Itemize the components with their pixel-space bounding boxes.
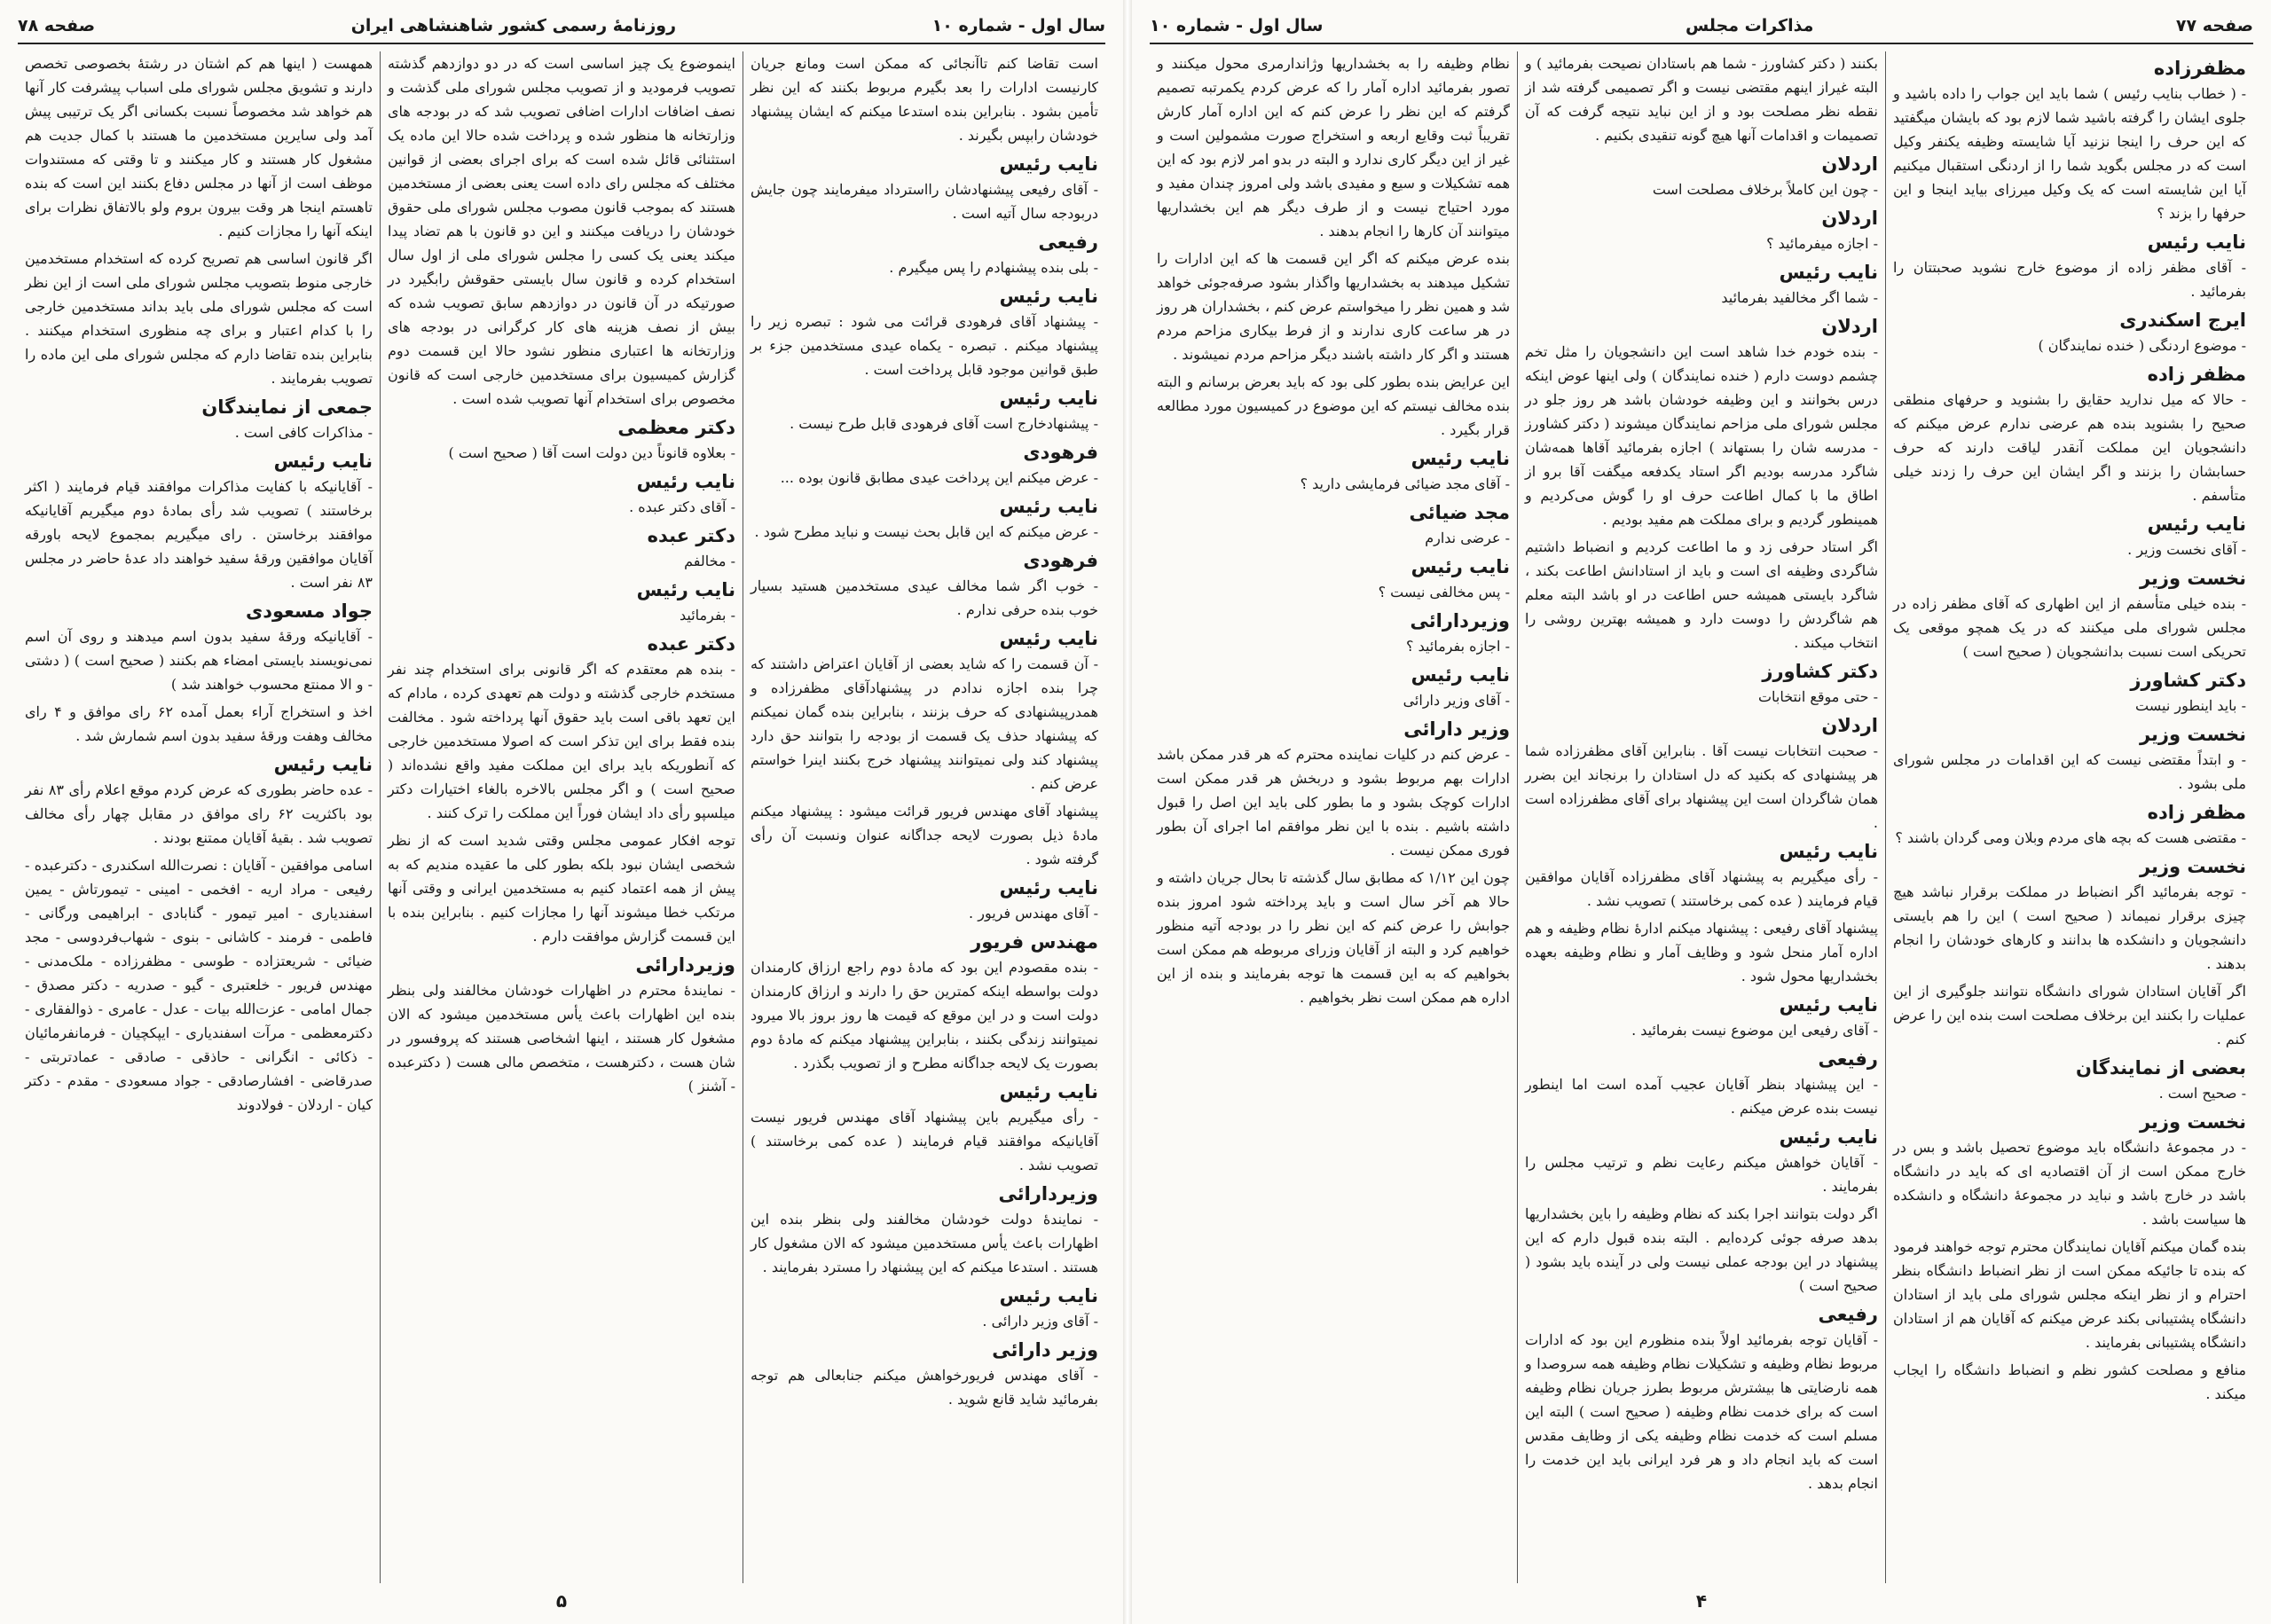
article-paragraph	[1157, 370, 1510, 442]
paragraph-text: - موضوع اردنگی ( خنده نمایندگان )	[2038, 337, 2246, 354]
paragraph-text: چون این ۱/۱۲ که مطابق سال گذشته تا بحال جریان داشته و حالا هم آخر سال است و باید پرداخته شود امروز بنده جوابش را عرض کنم که این نظر را در بودجه آتیه منظور خواهیم کرد و البته از آقایان وزرای مربوطه هم ممکن است بخواهیم که به این قسمت ها توجه بفرمایند و بنده از این اداره هم ممکن است نظر بخواهیم .	[1157, 869, 1511, 1006]
left-page	[0, 0, 1123, 1624]
speaker-name: وزیر دارائی	[1403, 718, 1510, 740]
paragraph-text: - ( خطاب بنایب رئیس ) شما باید این جواب را داده باشید و جلوی ایشان را گرفته باشید شما لازم بود که بایشان میگفتید که این حرف را اینجا نزنید آیا شایسته وظیفه یکنفر وکیل است که در مجلس بگوید شما را از اردنگی استقبال میکنیم آیا این شایسته است که یک وکیل میرزای بیاید اینجا و این حرفها را بزند ؟	[1893, 85, 2246, 222]
paragraph-text: - حتی موقع انتخابات	[1757, 688, 1878, 705]
article-paragraph	[1893, 721, 2246, 796]
article-paragraph	[750, 929, 1098, 1075]
article-paragraph	[750, 1079, 1098, 1177]
article-paragraph	[388, 414, 735, 465]
article-paragraph	[1893, 55, 2246, 225]
paragraph-text: اگر دولت بتوانند اجرا بکند که نظام وظیفه را باین بخشداریها بدهد صرفه جوئی کرده‌ایم . البته بنده قبول دارم که این پیشنهاد در این بودجه عملی نیست ولی در آینده باید بشود ( صحیح است )	[1525, 1205, 1878, 1294]
paragraph-text: - مذاکرات کافی است .	[234, 424, 373, 441]
article-paragraph	[1893, 1235, 2246, 1354]
right-page-number: صفحه ۷۷	[2175, 16, 2253, 35]
paragraph-text: - شما اگر مخالفید بفرمائید	[1721, 289, 1878, 306]
paragraph-text: - عده حاضر بطوری که عرض کردم موقع اعلام رأی ۸۳ نفر بود باکثریت ۶۲ رای موافق در مقابل چهار رأی مخالف تصویب شد . بقیهٔ آقایان ممتنع بودند .	[25, 781, 373, 846]
speaker-name: وزیردارائی	[635, 954, 735, 976]
article-paragraph	[750, 439, 1098, 490]
paragraph-text: - صحبت انتخابات نیست آقا . بنابراین آقای مظفرزاده شما هر پیشنهادی که بکنید که دل استادان را برنجاند این بضرر همان شاگردان است این پیشنهاد برای آقای مظفرزاده است .	[1525, 742, 1878, 831]
speaker-name: نایب رئیس	[999, 388, 1098, 409]
article-paragraph	[750, 51, 1098, 147]
left-header-rule	[18, 43, 1105, 44]
article-paragraph	[1525, 1124, 1878, 1198]
speaker-name: مظفر زاده	[2147, 364, 2246, 385]
paragraph-text: - رأی میگیریم باین پیشنهاد آقای مهندس فریور نیست آقایانیکه موافقند قیام فرمایند ( عده کمی برخاستند ) تصویب نشد .	[750, 1109, 1098, 1173]
speaker-name: نایب رئیس	[2147, 231, 2246, 253]
article-paragraph	[1893, 979, 2246, 1051]
article-paragraph	[750, 493, 1098, 544]
speaker-name: ایرج اسکندری	[2119, 310, 2246, 331]
article-paragraph	[388, 577, 735, 627]
article-paragraph	[1157, 499, 1510, 550]
paragraph-text: - باید اینطور نیست	[2135, 697, 2246, 714]
paragraph-text: - پیشنهادخارج است آقای فرهودی قابل طرح نیست .	[790, 415, 1098, 432]
paragraph-text: - چون این کاملاً برخلاف مصلحت است	[1652, 181, 1878, 198]
speaker-name: نایب رئیس	[999, 286, 1098, 307]
speaker-name: اردلان	[1821, 153, 1878, 175]
paragraph-text: - بعلاوه قانوناً دین دولت است آقا ( صحیح است )	[448, 444, 735, 461]
speaker-name: نایب رئیس	[999, 1081, 1098, 1102]
left-page-number: صفحه ۷۸	[18, 16, 96, 35]
speaker-name: نایب رئیس	[1411, 448, 1510, 469]
speaker-name: نایب رئیس	[1411, 664, 1510, 686]
speaker-name: وزیر دارائی	[992, 1339, 1098, 1361]
paragraph-text: - در مجموعهٔ دانشگاه باید موضوع تحصیل باشد و بس در خارج ممکن است از آن اقتصادیه ای که باید در دانشگاه باشد در خارج باشد و نباید در مجموعهٔ دانشگاه و دانشکده ها سیاست باشد .	[1893, 1139, 2246, 1228]
article-paragraph	[1525, 51, 1878, 147]
article-paragraph	[1893, 853, 2246, 976]
speaker-name: وزیردارائی	[998, 1183, 1098, 1204]
paragraph-text: - بنده هم معتقدم که اگر قانونی برای استخدام چند نفر مستخدم خارجی گذشته و دولت هم تعهدی کرده ، مادام که این تعهد باقی است باید حقوق آنها پرداخته شود . مخالفت بنده فقط برای این تذکر است که اصولا مستخدمین خارجی که آنطوریکه باید برای این مملکت مفید واقع نشده‌اند ( صحیح است ) و اگر مجلس بالاخره بالغاء اختیارات دکتر میلسپو رأی داد ایشان فوراً این مملکت را ترک کنند .	[388, 661, 735, 821]
paragraph-text: - آقای رفیعی پیشنهادشان رااسترداد میفرمایند چون جایش دربودجه سال آتیه است .	[750, 181, 1098, 222]
article-paragraph	[1525, 205, 1878, 255]
speaker-name: نخست وزیر	[2139, 568, 2246, 589]
paragraph-text: - آقای مجد ضیائی فرمایشی دارید ؟	[1300, 475, 1510, 492]
article-paragraph	[388, 828, 735, 948]
article-paragraph	[1893, 229, 2246, 303]
article-paragraph	[1525, 838, 1878, 913]
paragraph-text: - بلی بنده پیشنهادم را پس میگیرم .	[889, 259, 1098, 276]
article-paragraph	[750, 229, 1098, 279]
speaker-name: بعضی از نمایندگان	[2075, 1057, 2246, 1079]
article-paragraph	[25, 51, 373, 243]
paragraph-text: - بفرمائید	[680, 607, 735, 624]
article-paragraph	[25, 598, 373, 696]
paragraph-text: بنده گمان میکنم آقایان نمایندگان محترم توجه خواهند فرمود که بنده تا جائیکه ممکن است از نظر انضباط دانشگاه بنظر احترام و از نظر اینکه مجلس شورای ملی باید از استادان دانشگاه پشتیبانی بکند عرض میکنم که آقایان هم از استادان دانشگاه پشتیبانی بفرمایند .	[1893, 1238, 2246, 1351]
left-column-2	[380, 51, 743, 1583]
paragraph-text: پیشنهاد آقای مهندس فریور قرائت میشود : پیشنهاد میکنم مادهٔ ذیل بصورت لایحه جداگانه عنوان ونسبت آن رأی گرفته شود .	[750, 803, 1098, 867]
paragraph-text: - خوب اگر شما مخالف عیدی مستخدمین هستید بسیار خوب بنده حرفی ندارم .	[750, 577, 1098, 618]
article-paragraph	[1525, 259, 1878, 310]
paragraph-text: - و ابتداً مقتضی نیست که این اقدامات در مجلس شورای ملی بشود .	[1893, 751, 2246, 792]
paragraph-text: - آقای مهندس فریورخواهش میکنم جنابعالی هم توجه بفرمائید شاید قانع شوید .	[750, 1367, 1098, 1408]
speaker-name: فرهودی	[1023, 442, 1098, 463]
paragraph-text: - عرض میکنم این پرداخت عیدی مطابق قانون بوده ...	[780, 469, 1098, 486]
article-paragraph	[1893, 1055, 2246, 1105]
speaker-name: مجد ضیائی	[1409, 502, 1510, 523]
article-paragraph	[388, 468, 735, 519]
paragraph-text: - آقای وزیر دارائی	[1403, 692, 1510, 709]
paragraph-text: - آقایانیکه با کفایت مذاکرات موافقند قیام فرمایند ( اکثر برخاستند ) تصویب شد رأی بمادهٔ دوم میگیریم آقایانیکه موافقند برخاستن . رای میگیریم بمجموع لایحه باورقه آقایان موافقین ورقهٔ سفید خواهند داد عدهٔ حاضر در مجلس ۸۳ نفر است .	[25, 478, 373, 591]
speaker-name: وزیردارائی	[1410, 610, 1510, 632]
book-gutter	[1123, 0, 1132, 1624]
paragraph-text: اگر استاد حرفی زد و ما اطاعت کردیم و انضباط داشتیم شاگردی وظیفه ای است و باید از استادانش اطاعت بکند ، شاگرد بایستی همیشه حس اطاعت در او باشد البته معلم هم شاگردش را دوست دارد و همیشه بهترین روشی را انتخاب میکند .	[1525, 538, 1878, 651]
speaker-name: دکتر عبده	[647, 633, 735, 655]
right-page-issue: سال اول - شماره ۱۰	[1150, 16, 1324, 35]
paragraph-text: - عرضی ندارم	[1425, 530, 1510, 546]
paragraph-text: اسامی موافقین - آقایان : نصرت‌الله اسکندری - دکترعبده - رفیعی - مراد اریه - افخمی - امینی - تیمورتاش - یمین اسفندیاری - امیر تیمور - گنابادی - ابراهیمی ورگانی - فاطمی - فرمند - کاشانی - بنوی - شهاب‌فردوسی - مجد ضیائی - شریعتزاده - طوسی - مظفرزاده - ملک‌مدنی - مهندس فریور - خلعتبری - گیو - صدریه - دکتر مصدق - جمال امامی - عزت‌الله بیات - عدل - عامری - ذوالفقاری - دکترمعظمی - مرآت اسفندیاری - ایپکچیان - فرمانفرمائیان - ذکائی - انگرانی - حاذقی - صادقی - عمادتربتی - صدرقاضی - افشارصادقی - جواد مسعودی - مقدم - دکتر کیان - اردلان - فولادوند	[25, 857, 373, 1113]
speaker-name: نایب رئیس	[636, 579, 735, 600]
article-paragraph	[1525, 658, 1878, 709]
article-paragraph	[1157, 866, 1510, 1009]
article-paragraph	[1157, 247, 1510, 366]
article-paragraph	[750, 1337, 1098, 1411]
article-paragraph	[1893, 1109, 2246, 1231]
right-column-1	[1885, 51, 2253, 1583]
article-paragraph	[1525, 712, 1878, 835]
paragraph-text: نظام وظیفه را به بخشداریها وژاندارمری محول میکنند و تصور بفرمائید اداره آمار را که عرض کردم یکمرتبه تصمیم گرفتم که این نظر را عرض کنم که این اداره آمار کارش تقریباً ثبت وقایع اربعه و استخراج صورت مشمولین است و غیر از این دیگر کاری ندارد و البته در بدو امر لازم بود که این همه تشکیلات و سیع و مفیدی باشد ولی امروز چندان مفید و مورد احتیاج نیست و از طرف دیگر هم این بخشداریها میتوانند آن کارها را انجام بدهند .	[1157, 55, 1510, 239]
speaker-name: نخست وزیر	[2139, 856, 2246, 877]
article-paragraph	[1157, 51, 1510, 243]
left-column-1	[743, 51, 1105, 1583]
article-paragraph	[1157, 445, 1510, 496]
paragraph-text: - آن قسمت را که شاید بعضی از آقایان اعتراض داشتند که چرا بنده اجازه ندادم در پیشنهادآقای مظفرزاده و همدرپیشنهادی که حرف بزنند ، بنابراین بنده گمان نمیکنم که پیشنهاد حذف یک قسمت از بودجه را بتوانند حق دارد پیشنهاد کند ولی نمیتوانند پیشنهاد خرج بکنند اینرا خواستم عرض کنم .	[750, 655, 1098, 792]
right-columns	[1150, 51, 2253, 1583]
speaker-name: اردلان	[1821, 715, 1878, 736]
article-paragraph	[25, 700, 373, 748]
paragraph-text: - توجه بفرمائید اگر انضباط در مملکت برقرار نباشد هیچ چیزی برقرار نمیماند ( صحیح است ) این را هم بایستی دانشجویان و دانشکده ها بدانند و کارهای خودشان را انجام بدهند .	[1893, 883, 2246, 972]
article-paragraph	[750, 875, 1098, 925]
speaker-name: دکتر کشاورز	[1762, 661, 1878, 682]
article-paragraph	[750, 151, 1098, 225]
speaker-name: مظفر زاده	[2147, 802, 2246, 823]
speaker-name: نایب رئیس	[1779, 262, 1878, 283]
article-paragraph	[1157, 553, 1510, 604]
speaker-name: نایب رئیس	[636, 471, 735, 492]
paragraph-text: - عرض کنم در کلیات نماینده محترم که هر قدر ممکن باشد ادارات بهم مربوط بشود و دربخش هر قدر ممکن است ادارات کوچک بشود و ما بطور کلی باید این اصل را قبول داشته باشیم . بنده با این نظر موافقم اما اجرای آن بطور فوری ممکن نیست .	[1157, 746, 1511, 859]
speaker-name: نایب رئیس	[999, 1285, 1098, 1306]
article-paragraph	[388, 631, 735, 825]
speaker-name: نایب رئیس	[273, 451, 373, 472]
speaker-name: نایب رئیس	[999, 496, 1098, 517]
paragraph-text: اخذ و استخراج آراء بعمل آمده ۶۲ رای موافق و ۴ رای مخالف وهفت ورقهٔ سفید بدون اسم شمارش شد .	[25, 703, 373, 744]
article-paragraph	[750, 547, 1098, 622]
article-paragraph	[1157, 662, 1510, 712]
speaker-name: رفیعی	[1818, 1304, 1878, 1325]
paragraph-text: - پیشنهاد آقای فرهودی قرائت می شود : تبصره زیر را پیشنهاد میکنم . تبصره - یکماه عیدی مستخدمین جزء بر طبق قوانین موجود قابل پرداخت است .	[750, 313, 1098, 378]
article-paragraph	[1893, 307, 2246, 357]
paragraph-text: منافع و مصلحت کشور نظم و انضباط دانشگاه را ایجاب میکند .	[1893, 1361, 2246, 1402]
article-paragraph	[25, 394, 373, 444]
speaker-name: نخست وزیر	[2139, 724, 2246, 745]
speaker-name: نایب رئیس	[1779, 1126, 1878, 1148]
speaker-name: مهندس فریور	[970, 931, 1098, 953]
paragraph-text: - عرض میکنم که این قابل بحث نیست و نباید مطرح شود .	[754, 523, 1098, 540]
right-page	[1132, 0, 2271, 1624]
article-paragraph	[1525, 1301, 1878, 1495]
article-paragraph	[388, 952, 735, 1098]
article-paragraph	[25, 853, 373, 1117]
speaker-name: نایب رئیس	[999, 153, 1098, 175]
article-paragraph	[750, 625, 1098, 796]
paragraph-text: - آقای مظفر زاده از موضوع خارج نشوید صحبتتان را بفرمائید .	[1893, 259, 2246, 300]
paragraph-text: بنده عرض میکنم که اگر این قسمت ها که این ادارات را تشکیل میدهند به بخشداریها واگذار بشود صرفه‌جوئی خواهد شد و همین نظر را میخواستم عرض کنم ، بخشداران هر روز در هر ساعت کاری ندارند و از فرط بیکاری مزاحم مردم هستند و اگر کار داشته باشند دیگر مزاحم مردم نمیشوند .	[1157, 250, 1510, 363]
article-paragraph	[388, 522, 735, 573]
left-page-folio: ۵	[555, 1590, 568, 1612]
left-page-issue: سال اول - شماره ۱۰	[931, 16, 1105, 35]
paragraph-text: - مقتضی هست که بچه های مردم وبلان ومی گردان باشند ؟	[1895, 829, 2246, 846]
right-column-2	[1517, 51, 1885, 1583]
paragraph-text: - آقایانیکه ورقهٔ سفید بدون اسم میدهند و روی آن اسم نمی‌نویسند بایستی امضاء هم بکنند ( صحیح است ) ( دشتی - و الا ممنتع محسوب خواهند شد )	[25, 628, 373, 693]
speaker-name: نایب رئیس	[999, 628, 1098, 649]
paragraph-text: - آقای نخست وزیر .	[2127, 541, 2246, 558]
article-paragraph	[1525, 1046, 1878, 1120]
speaker-name: مظفرزاده	[2153, 58, 2246, 79]
article-paragraph	[1893, 799, 2246, 850]
paragraph-text: اگر قانون اساسی هم تصریح کرده که استخدام مستخدمین خارجی منوط بتصویب مجلس شورای ملی است از این نظر است که مجلس شورای ملی باید بداند مستخدمین خارجی را با کدام اعتبار و برای چه منظوری استخدام میکنند . بنابراین بنده تقاضا دارم که مجلس شورای ملی این ماده را تصویب بفرمایند .	[25, 250, 373, 387]
paragraph-text: - آقایان خواهش میکنم رعایت نظم و ترتیب مجلس را بفرمایند .	[1525, 1154, 1878, 1195]
article-paragraph	[1157, 608, 1510, 658]
paragraph-text: - صحیح است .	[2158, 1085, 2246, 1102]
article-paragraph	[1525, 313, 1878, 531]
paragraph-text: توجه افکار عمومی مجلس وقتی شدید است که از نظر شخصی ایشان نبود بلکه بطور کلی ما عقیده مندیم که به پیش از همه اعتماد کنیم به مستخدمین ایرانی و وقتی آنها مرتکب خطا میشوند آنها را مجازات کنیم . بنابراین بنده با این قسمت گزارش موافقت دارم .	[388, 832, 735, 945]
paragraph-text: این عرایض بنده بطور کلی بود که باید بعرض برسانم و البته بنده مخالف نیستم که این موضوع در کمیسیون مورد مطالعه قرار بگیرد .	[1157, 373, 1510, 438]
left-page-newspaper-title: روزنامهٔ رسمی کشور شاهنشاهی ایران	[350, 16, 677, 35]
paragraph-text: - بنده مقصودم این بود که مادهٔ دوم راجع ارزاق کارمندان دولت بواسطه اینکه کمترین حق را دارند و ارزاق کارمندان دولت است و در این موقع که قیمت ها روز بروز بالا میرود نمیتوانند زندگی بکنند ، بنابراین پیشنهاد میکنم که مادهٔ دوم بصورت یک لایحه جداگانه مطرح و از تصویب بگذرد .	[750, 959, 1098, 1071]
speaker-name: رفیعی	[1818, 1048, 1878, 1070]
paragraph-text: اینموضوع یک چیز اساسی است که در دو دوازدهم گذشته تصویب فرمودید و از تصویب مجلس شورای ملی گذشت و نصف اضافات ادارات اضافی تصویب شد که در بودجه های وزارتخانه ها منظور شده و پرداخت شده حالا این ماده یک استثنائی قائل شده است که برای اجرای بعضی از قوانین مختلف که مجلس رای داده است یعنی بعضی از مستخدمین هستند که بموجب قانون مصوب مجلس شورای ملی حقوق خودشان را دریافت میکنند و این دو قانون با هم تضاد پیدا میکند یعنی یک کسی را مجلس شورای ملی از اول سال استخدام کرده و قانون سال بایستی حقوقش رابگیرد در صورتیکه در آن قانون در دوازدهم سابق تصویب شده که بیش از نصف هزینه های کار کرگرانی در بودجه های وزارتخانه ها اعتباری منظور نشود حالا این قسمت دوم گزارش کمیسیون برای مستخدمین خارجی است که قانون مخصوص برای استخدام آنها تصویب شده است .	[388, 55, 735, 407]
article-paragraph	[750, 1181, 1098, 1279]
speaker-name: جواد مسعودی	[245, 600, 373, 622]
right-header-rule	[1150, 43, 2253, 44]
paragraph-text: - رأی میگیریم به پیشنهاد آقای مظفرزاده آقایان موافقین قیام فرمایند ( عده کمی برخاستند ) تصویب نشد .	[1525, 868, 1878, 909]
right-page-header	[1150, 12, 2253, 39]
paragraph-text: - آقای مهندس فریور .	[969, 905, 1098, 922]
speaker-name: جمعی از نمایندگان	[201, 396, 373, 418]
article-paragraph	[1893, 667, 2246, 718]
paragraph-text: - نمایندهٔ محترم در اظهارات خودشان مخالفند ولی بنظر بنده این اظهارات باعث یأس مستخدمین میشود که الان مشغول کار هستند ، اینها اشخاصی هستند که پروفسور در شان هست ، دکترهست ، متخصص مالی هست ( دکترعبده - آشنز )	[388, 982, 735, 1094]
paragraph-text: - آقای وزیر دارائی .	[982, 1313, 1098, 1330]
left-column-3	[18, 51, 380, 1583]
paragraph-text: - آقای دکتر عبده .	[629, 498, 735, 515]
paragraph-text: - بنده خیلی متأسفم از این اظهاری که آقای مظفر زاده در مجلس شورای ملی میکنند که در یک همچو موقعی یک تحریکی است نسبت بدانشجویان ( صحیح است )	[1893, 595, 2246, 660]
article-paragraph	[750, 799, 1098, 871]
article-paragraph	[1893, 1358, 2246, 1406]
speaker-name: دکتر معظمی	[617, 417, 735, 438]
left-page-header	[18, 12, 1105, 39]
article-paragraph	[1893, 361, 2246, 507]
paragraph-text: - بنده خودم خدا شاهد است این دانشجویان را مثل تخم چشمم دوست دارم ( خنده نمایندگان ) ولی اینها عوض اینکه درس بخوانند و این وظیفه خودشان باشد هر روز جلو در مجلس شورای ملی مزاحم نمایندگان میشوند ( دکتر کشاورز - مدرسه شان را بستهاند ) اجازه بفرمائید آقاها همه‌شان شاگرد مدرسه بودیم اگر استاد یکدفعه میگفت آقا برو از اطاق ما با کمال اطاعت حرف او را گوش می‌کردیم و همینطور گردیم و برای مملکت هم مفید بودیم .	[1525, 343, 1878, 528]
article-paragraph	[25, 751, 373, 850]
article-paragraph	[1525, 151, 1878, 201]
speaker-name: نایب رئیس	[2147, 514, 2246, 535]
speaker-name: فرهودی	[1023, 550, 1098, 571]
article-paragraph	[1893, 565, 2246, 663]
article-paragraph	[1525, 1202, 1878, 1298]
right-page-folio: ۴	[1695, 1590, 1708, 1612]
article-paragraph	[1525, 535, 1878, 655]
paragraph-text: - حالا که میل ندارید حقایق را بشنوید و حرفهای منطقی صحیح را بشنوید بنده هم عرضی ندارم عرض میکنم که دانشجویان این مملکت آنقدر لیاقت دارند که حرف حسابشان را بزنند و اگر ایشان این حرف را زدند خیلی متأسفم .	[1893, 391, 2247, 504]
speaker-name: اردلان	[1821, 208, 1878, 229]
paragraph-text: - مخالفم	[684, 553, 735, 569]
paragraph-text: اگر آقایان استادان شورای دانشگاه نتوانند جلوگیری از این عملیات را بکنند این برخلاف مصلحت است بنده این را عرض کنم .	[1893, 983, 2246, 1047]
paragraph-text: بکنند ( دکتر کشاورز - شما هم باستادان نصیحت بفرمائید ) و البته غیراز اینهم مقتضی نیست و اگر تصمیمی گرفته شد از نقطه نظر مصلحت بود و از این نباید نتیجه گرفت که آن تصمیمات و اقدامات آنها هیچ گونه تنقیدی بکنیم .	[1525, 55, 1878, 144]
paragraph-text: - این پیشنهاد بنظر آقایان عجیب آمده است اما اینطور نیست بنده عرض میکنم .	[1525, 1076, 1878, 1117]
speaker-name: اردلان	[1821, 316, 1878, 337]
article-paragraph	[25, 448, 373, 594]
speaker-name: رفیعی	[1038, 231, 1098, 253]
speaker-name: نخست وزیر	[2139, 1111, 2246, 1133]
article-paragraph	[25, 247, 373, 390]
article-paragraph	[1157, 716, 1510, 862]
paragraph-text: پیشنهاد آقای رفیعی : پیشنهاد میکنم ادارهٔ نظام وظیفه و هم اداره آمار منحل شود و وظایف آمار و نظام وظیفه بعهده بخشداریها محول شود .	[1525, 920, 1878, 985]
article-paragraph	[388, 51, 735, 411]
speaker-name: نایب رئیس	[273, 754, 373, 775]
paragraph-text: - آقای رفیعی این موضوع نیست بفرمائید .	[1631, 1022, 1878, 1039]
speaker-name: دکتر عبده	[647, 525, 735, 546]
speaker-name: نایب رئیس	[1779, 841, 1878, 862]
paragraph-text: - نمایندهٔ دولت خودشان مخالفند ولی بنظر بنده این اظهارات باعث یأس مستخدمین میشود که الان مشغول کار هستند . استدعا میکنم که این پیشنهاد را مسترد بفرمایند .	[750, 1211, 1098, 1275]
paragraph-text: - اجازه میفرمائید ؟	[1766, 235, 1878, 252]
article-paragraph	[750, 1283, 1098, 1333]
paragraph-text: - اجازه بفرمائید ؟	[1406, 638, 1510, 655]
article-paragraph	[1525, 992, 1878, 1042]
right-page-section-title: مذاکرات مجلس	[1685, 16, 1814, 35]
paragraph-text: - پس مخالفی نیست ؟	[1378, 584, 1510, 600]
article-paragraph	[750, 283, 1098, 381]
paragraph-text: - آقایان توجه بفرمائید اولاً بنده منظورم این بود که ادارات مربوط نظام وظیفه و تشکیلات نظام وظیفه همه سروصدا و همه نارضایتی ها بیشترش مربوط بطرز جریان نظام وظیفه است که برای خدمت نظام وظیفه ( صحیح است ) البته این مسلم است که خدمت نظام وظیفه یکی از وظایف مقدس است که باید انجام داد و هر فرد ایرانی باید این خدمت را انجام بدهد .	[1525, 1331, 1878, 1492]
speaker-name: دکتر کشاورز	[2130, 670, 2246, 691]
paragraph-text: همهست ( اینها هم کم اشتان در رشتهٔ بخصوصی تخصص دارند و تشویق مجلس شورای ملی اسباب پیشرفت کار آنها هم خواهد شد مخصوصاً نسبت بکسانی اگر یک ترتیبی پیش آمد ولی سایرین مستخدمین ما هستند با کمال جدیت هم مشغول کار هستند و کار میکنند و تا وقتی که مستندوات موظف است از آنها در مجلس دفاع بکنند این است که بنده تاهستم اینجا هر وقت بیرون بروم ولو بالاتفاق نظرات برای اینکه آنها را مجازات کنیم .	[25, 55, 373, 239]
paragraph-text: است تقاضا کنم تاآنجائی که ممکن است ومانع جریان کارنیست ادارات را بعد بگیرم مربوط بکنند که این نظر تأمین بشود . بنابراین بنده استدعا میکنم که ایشان پیشنهاد خودشان رابپس بگیرند .	[750, 55, 1098, 144]
speaker-name: نایب رئیس	[999, 877, 1098, 898]
left-columns	[18, 51, 1105, 1583]
article-paragraph	[1525, 916, 1878, 988]
speaker-name: نایب رئیس	[1411, 556, 1510, 577]
article-paragraph	[750, 385, 1098, 435]
right-column-3	[1150, 51, 1517, 1583]
article-paragraph	[1893, 511, 2246, 561]
speaker-name: نایب رئیس	[1779, 994, 1878, 1016]
